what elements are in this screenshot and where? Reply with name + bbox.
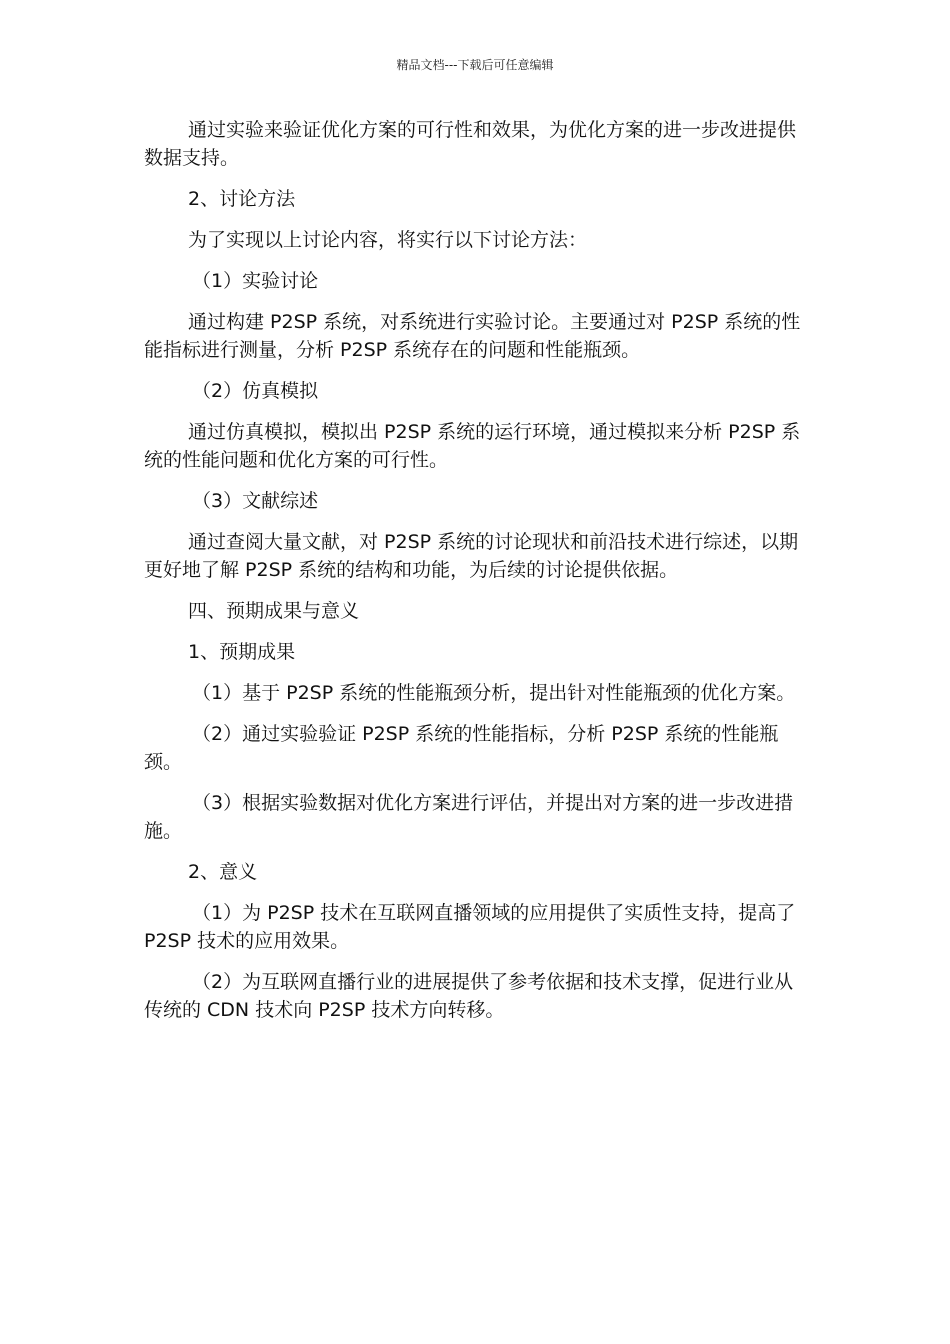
subheading-literature: （3）文献综述 [192, 490, 319, 512]
outcome-item-2: （2）通过实验验证 P2SP 系统的性能指标，分析 P2SP 系统的性能瓶颈。 [144, 723, 779, 773]
section-heading-methods: 2、讨论方法 [188, 188, 296, 210]
significance-item-2: （2）为互联网直播行业的进展提供了参考依据和技术支撑，促进行业从传统的 CDN 技术向 P2SP 技术方向转移。 [144, 971, 794, 1021]
paragraph-4: 通过仿真模拟，模拟出 P2SP 系统的运行环境，通过模拟来分析 P2SP 系统的性能问题和优化方案的可行性。 [144, 421, 801, 471]
paragraph-1: 通过实验来验证优化方案的可行性和效果，为优化方案的进一步改进提供数据支持。 [144, 119, 797, 169]
page-header: 精品文档---下载后可任意编辑 [396, 58, 554, 72]
significance-item-1: （1）为 P2SP 技术在互联网直播领域的应用提供了实质性支持，提高了 P2SP 技术的应用效果。 [144, 902, 796, 952]
subheading-experiment: （1）实验讨论 [192, 270, 319, 292]
paragraph-5: 通过查阅大量文献，对 P2SP 系统的讨论现状和前沿技术进行综述，以期更好地了解 P2SP 系统的结构和功能，为后续的讨论提供依据。 [144, 531, 799, 581]
outcome-item-3: （3）根据实验数据对优化方案进行评估，并提出对方案的进一步改进措施。 [144, 792, 794, 842]
subsection-heading-expected: 1、预期成果 [188, 641, 296, 663]
document-body [144, 116, 808, 1037]
paragraph-2: 为了实现以上讨论内容，将实行以下讨论方法： [188, 229, 588, 251]
subsection-heading-significance: 2、意义 [188, 861, 258, 883]
section-heading-outcomes: 四、预期成果与意义 [188, 600, 360, 622]
subheading-simulation: （2）仿真模拟 [192, 380, 319, 402]
outcome-item-1: （1）基于 P2SP 系统的性能瓶颈分析，提出针对性能瓶颈的优化方案。 [192, 682, 796, 704]
paragraph-3: 通过构建 P2SP 系统，对系统进行实验讨论。主要通过对 P2SP 系统的性能指标进行测量，分析 P2SP 系统存在的问题和性能瓶颈。 [144, 311, 801, 361]
